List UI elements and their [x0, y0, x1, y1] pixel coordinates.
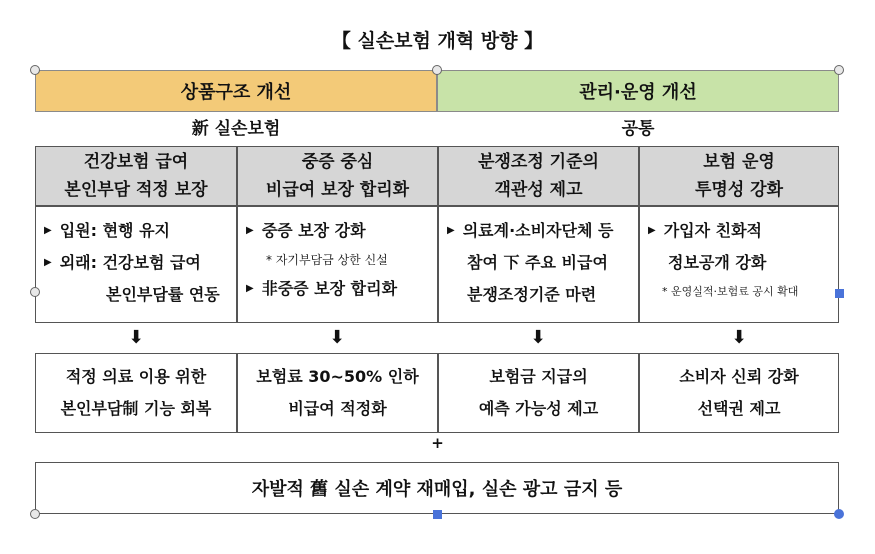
- column-1-item-3: 본인부담률 연동: [106, 285, 220, 304]
- resize-handle-top-left[interactable]: [30, 65, 40, 75]
- column-3-head: [438, 146, 639, 206]
- column-3-head-line-2: 객관성 제고: [494, 180, 583, 200]
- column-1-body: [35, 206, 237, 323]
- column-3-result: [438, 353, 639, 433]
- column-2-result-line-1: 보험료 30~50% 인하: [256, 367, 419, 386]
- column-1-item-1-text: 입원: 현행 유지: [59, 221, 170, 240]
- resize-handle-top-middle[interactable]: [432, 65, 442, 75]
- resize-handle-bottom-middle[interactable]: [433, 510, 442, 519]
- column-2-item-3-text: 非중증 보장 합리화: [261, 279, 398, 298]
- bottom-box-text: 자발적 舊 실손 계약 재매입, 실손 광고 금지 등: [251, 479, 623, 500]
- column-4-item-1: [648, 215, 832, 247]
- column-1-item-2: [44, 247, 230, 279]
- column-3-item-2: 참여 下 주요 비급여: [467, 253, 608, 272]
- column-3-head-line-1: 분쟁조정 기준의: [478, 152, 599, 172]
- column-2-item-1-text: 중증 보장 강화: [261, 221, 366, 240]
- bottom-box: [35, 462, 839, 514]
- bullet-triangle-icon: ▶: [246, 225, 254, 236]
- column-1-head: [35, 146, 237, 206]
- column-3-result-line-1: 보험금 지급의: [489, 367, 588, 386]
- resize-handle-middle-right[interactable]: [835, 289, 844, 298]
- column-1-result: [35, 353, 237, 433]
- column-4-head-line-1: 보험 운영: [703, 152, 775, 172]
- column-1-result-line-2: 본인부담制 기능 회복: [60, 399, 212, 418]
- column-4-body: [639, 206, 839, 323]
- subheader-new-insurance: 新 실손보험: [191, 119, 281, 139]
- column-2-item-3: [246, 273, 431, 305]
- column-3-body: [438, 206, 639, 323]
- column-1-item-1: [44, 215, 230, 247]
- column-2-head-line-2: 비급여 보장 합리화: [265, 180, 410, 200]
- header-product-structure: [35, 70, 437, 112]
- column-4-result-line-2: 선택권 제고: [697, 399, 781, 418]
- column-4-item-1-text: 가입자 친화적: [663, 221, 763, 240]
- column-2-head: [237, 146, 438, 206]
- column-3-item-1: [447, 215, 632, 247]
- subheader-common: 공통: [621, 119, 655, 139]
- column-3-result-line-2: 예측 가능성 제고: [478, 399, 599, 418]
- column-4-item-3-note: * 운영실적·보험료 공시 확대: [662, 285, 799, 298]
- column-2-result: [237, 353, 438, 433]
- column-3-item-3: 분쟁조정기준 마련: [467, 285, 597, 304]
- resize-handle-bottom-left[interactable]: [30, 509, 40, 519]
- column-1-item-2-text: 외래: 건강보험 급여: [59, 253, 201, 272]
- bullet-triangle-icon: ▶: [246, 283, 254, 294]
- bullet-triangle-icon: ▶: [44, 225, 52, 236]
- column-1-head-line-2: 본인부담 적정 보장: [64, 180, 208, 200]
- column-4-result-line-1: 소비자 신뢰 강화: [679, 367, 799, 386]
- column-2-result-line-2: 비급여 적정화: [288, 399, 387, 418]
- column-2-head-line-1: 중증 중심: [301, 152, 374, 172]
- plus-sign: +: [431, 434, 444, 452]
- resize-handle-bottom-right[interactable]: [834, 509, 844, 519]
- column-4-head-line-2: 투명성 강화: [694, 180, 784, 200]
- column-4-result: [639, 353, 839, 433]
- column-3-item-1-text: 의료계·소비자단체 등: [462, 221, 614, 240]
- header-product-structure-label: 상품구조 개선: [180, 82, 292, 103]
- column-1-result-line-1: 적정 의료 이용 위한: [65, 367, 207, 386]
- column-4-head: [639, 146, 839, 206]
- resize-handle-top-right[interactable]: [834, 65, 844, 75]
- column-2-item-1: [246, 215, 431, 247]
- bullet-triangle-icon: ▶: [648, 225, 656, 236]
- down-arrow-icon: ⬇: [128, 327, 144, 348]
- header-management-operation: [437, 70, 839, 112]
- column-2-item-2-note: * 자기부담금 상한 신설: [266, 253, 388, 267]
- down-arrow-icon: ⬇: [329, 327, 345, 348]
- column-2-body: [237, 206, 438, 323]
- column-4-item-2: 정보공개 강화: [668, 253, 767, 272]
- header-management-operation-label: 관리·운영 개선: [579, 82, 697, 103]
- diagram-title: 【 실손보험 개혁 방향 】: [331, 30, 544, 52]
- bullet-triangle-icon: ▶: [44, 257, 52, 268]
- bullet-triangle-icon: ▶: [447, 225, 455, 236]
- column-1-head-line-1: 건강보험 급여: [83, 152, 189, 172]
- down-arrow-icon: ⬇: [530, 327, 546, 348]
- resize-handle-middle-left[interactable]: [30, 287, 40, 297]
- down-arrow-icon: ⬇: [731, 327, 747, 348]
